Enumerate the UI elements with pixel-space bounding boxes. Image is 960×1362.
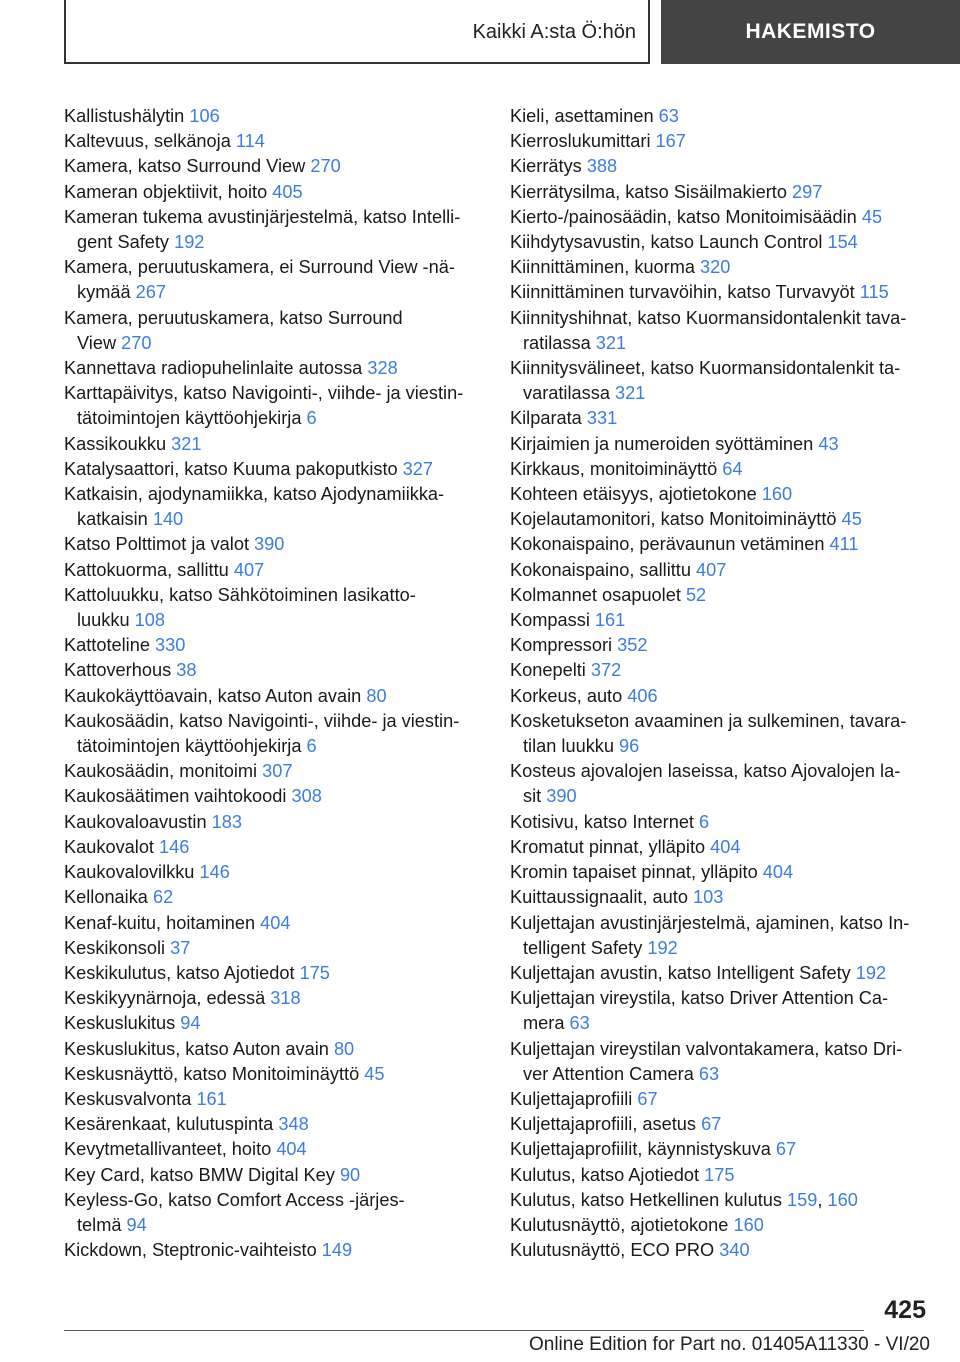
page-link[interactable]: 404 xyxy=(260,912,291,933)
index-term: ver Attention Camera xyxy=(523,1063,699,1084)
index-entry-line xyxy=(510,936,940,961)
index-entry-line xyxy=(64,583,494,608)
page-link[interactable]: 52 xyxy=(685,584,707,605)
index-term: Kiinnityshihnat, katso Kuormansidontalenkit tava- xyxy=(510,307,907,328)
page-link[interactable]: 37 xyxy=(170,937,191,958)
index-entry-line xyxy=(64,205,494,230)
index-term: Kuljettajan vireystila, katso Driver Attention Ca- xyxy=(510,988,889,1009)
index-entry-line xyxy=(64,280,494,305)
page-link[interactable]: 63 xyxy=(569,1013,590,1034)
index-term: Kierroslukumittari xyxy=(510,131,656,152)
index-term: Kaukosäädin, monitoimi xyxy=(64,761,263,782)
index-entry-line xyxy=(510,180,940,205)
index-term: Kiinnittäminen, kuorma xyxy=(510,257,701,278)
index-entry-line xyxy=(64,734,494,759)
index-entry-line xyxy=(510,1112,940,1137)
index-term: Keskikulutus, katso Ajotiedot xyxy=(64,962,300,983)
page-link[interactable]: 175 xyxy=(299,962,330,983)
index-term: Kulutusnäyttö, ajotietokone xyxy=(510,1214,734,1235)
page-link[interactable]: 270 xyxy=(310,156,341,177)
index-term: Kamera, peruutuskamera, ei Surround View -nä- xyxy=(64,257,455,278)
page-link[interactable]: 106 xyxy=(189,106,220,126)
index-term: Kiinnittäminen turvavöihin, katso Turvavyöt xyxy=(510,282,860,303)
page-link[interactable]: 140 xyxy=(152,509,184,530)
page-link[interactable]: 160 xyxy=(827,1189,858,1210)
index-entry-line xyxy=(510,1163,940,1188)
index-term: Katkaisin, ajodynamiikka, katso Ajodynamiikka- xyxy=(64,484,445,505)
index-term: Kuljettajan vireystilan valvontakamera, katso Dri- xyxy=(510,1038,903,1059)
index-term: tilan luukku xyxy=(523,736,620,757)
index-entry-line xyxy=(64,432,494,457)
index-entry-line xyxy=(64,230,494,255)
index-entry-line xyxy=(64,885,494,910)
page-link[interactable]: 6 xyxy=(699,811,710,832)
page-link[interactable]: 6 xyxy=(306,408,317,429)
index-term: Kuljettajan avustinjärjestelmä, ajaminen, katso In- xyxy=(510,912,910,933)
page-link[interactable]: 404 xyxy=(762,862,794,883)
page-link[interactable]: 321 xyxy=(595,332,627,353)
index-entry-line xyxy=(510,709,940,734)
index-entry-line xyxy=(510,129,940,154)
page-link[interactable]: 64 xyxy=(722,458,743,479)
index-entry-line xyxy=(64,381,494,406)
index-term: Keskusvalvonta xyxy=(64,1088,197,1109)
page-link[interactable]: 192 xyxy=(174,232,205,253)
index-entry-line xyxy=(510,860,940,885)
index-term: Kameran tukema avustinjärjestelmä, katso Intelli- xyxy=(64,206,461,227)
page-link[interactable]: 45 xyxy=(861,206,883,227)
page-link[interactable]: 297 xyxy=(792,181,823,202)
page-number: 425 xyxy=(884,1296,926,1324)
index-entry-line xyxy=(510,633,940,658)
index-entry-line xyxy=(510,406,940,431)
index-column-right xyxy=(510,104,940,1263)
page-link[interactable]: 159 xyxy=(787,1189,818,1210)
index-entry-line xyxy=(510,1087,940,1112)
page-link[interactable]: 308 xyxy=(291,786,322,807)
index-term: Konepelti xyxy=(510,660,591,681)
index-term: mera xyxy=(523,1013,570,1034)
index-entry-line xyxy=(64,759,494,784)
page-link[interactable]: 411 xyxy=(829,534,859,555)
index-term: Key Card, katso BMW Digital Key xyxy=(64,1164,340,1185)
index-entry-line xyxy=(510,810,940,835)
page-link[interactable]: 328 xyxy=(367,358,398,379)
index-entry-line xyxy=(510,381,940,406)
index-entry-line xyxy=(64,709,494,734)
page-link[interactable]: 94 xyxy=(126,1214,147,1235)
page-link[interactable]: 103 xyxy=(693,887,724,908)
index-entry-line xyxy=(510,280,940,305)
page-link[interactable]: 321 xyxy=(171,433,202,454)
page-link[interactable]: 6 xyxy=(306,736,317,757)
index-term: Kaukosäädin, katso Navigointi-, viihde- ja viestin- xyxy=(64,710,460,731)
index-term: Kieli, asettaminen xyxy=(510,106,659,126)
page-link[interactable]: 90 xyxy=(339,1164,361,1185)
index-entry-line xyxy=(510,885,940,910)
index-term: Kuljettajan avustin, katso Intelligent Safety xyxy=(510,962,856,983)
page-link[interactable]: 160 xyxy=(733,1214,764,1235)
index-term: Kulutus, katso Ajotiedot xyxy=(510,1164,705,1185)
index-term: Kompassi xyxy=(510,610,595,631)
index-entry-line xyxy=(64,1163,494,1188)
page-link[interactable]: 45 xyxy=(841,509,862,530)
index-entry-line xyxy=(510,558,940,583)
page-link[interactable]: 146 xyxy=(159,836,190,857)
page-link[interactable]: 63 xyxy=(698,1063,720,1084)
index-entry-line xyxy=(510,1213,940,1238)
page-link[interactable]: 320 xyxy=(700,257,731,278)
index-entry-line xyxy=(510,759,940,784)
index-entry-line: Kulutus, katso Hetkellinen kulutus 159, 160 xyxy=(510,1189,858,1210)
index-term: kymää xyxy=(77,282,136,303)
index-entry-line xyxy=(64,608,494,633)
index-term: sit xyxy=(523,786,547,807)
index-entry-line xyxy=(64,180,494,205)
page-link[interactable]: 114 xyxy=(235,131,265,152)
page-link[interactable]: 321 xyxy=(615,383,646,404)
page-link[interactable]: 94 xyxy=(180,1013,201,1034)
index-term: Kattoluukku, katso Sähkötoiminen lasikatto- xyxy=(64,584,416,605)
index-entry-line xyxy=(64,911,494,936)
index-term: ratilassa xyxy=(523,332,596,353)
page-link[interactable]: 270 xyxy=(121,332,152,353)
index-entry-line xyxy=(510,306,940,331)
index-term: Kattokuorma, sallittu xyxy=(64,559,234,580)
page-link[interactable]: 192 xyxy=(647,937,678,958)
index-entry-line xyxy=(64,104,494,129)
index-term: Kaukokäyttöavain, katso Auton avain xyxy=(64,685,367,706)
index-entry-line xyxy=(64,986,494,1011)
index-entry-line xyxy=(510,1238,940,1263)
index-term: Kattoteline xyxy=(64,635,155,656)
index-entry-line xyxy=(510,684,940,709)
index-entry-line xyxy=(64,1112,494,1137)
page-link[interactable]: 62 xyxy=(152,887,174,908)
index-term: Kaltevuus, selkänoja xyxy=(64,131,236,152)
index-entry-line xyxy=(510,154,940,179)
index-term: telmä xyxy=(77,1214,127,1235)
page-link[interactable]: 63 xyxy=(658,106,679,126)
index-entry-line xyxy=(64,1087,494,1112)
index-term: varatilassa xyxy=(523,383,615,404)
index-term: Kuljettajaprofiili xyxy=(510,1088,638,1109)
index-term: luukku xyxy=(77,610,135,631)
index-entry-line xyxy=(510,507,940,532)
page-link[interactable]: 404 xyxy=(710,836,741,857)
index-entry-line xyxy=(510,255,940,280)
index-term: Katalysaattori, katso Kuuma pakoputkisto xyxy=(64,458,403,479)
index-term: Kattoverhous xyxy=(64,660,177,681)
index-entry-line xyxy=(510,104,940,129)
index-entry-line xyxy=(510,331,940,356)
page-link[interactable]: 161 xyxy=(594,610,626,631)
index-entry-line xyxy=(510,658,940,683)
page-link[interactable]: 192 xyxy=(855,962,887,983)
index-entry-line xyxy=(64,860,494,885)
index-term: Kulutusnäyttö, ECO PRO xyxy=(510,1240,720,1261)
index-term: Kirkkaus, monitoiminäyttö xyxy=(510,458,723,479)
page-link[interactable]: 307 xyxy=(262,761,293,782)
page-link[interactable]: 390 xyxy=(546,786,577,807)
page-link[interactable]: 372 xyxy=(590,660,622,681)
page-link[interactable]: 405 xyxy=(272,181,303,202)
index-term: Korkeus, auto xyxy=(510,685,628,706)
index-term: Keskuslukitus xyxy=(64,1013,181,1034)
index-entry-line xyxy=(510,356,940,381)
index-term: Kellonaika xyxy=(64,887,153,908)
index-entry-line xyxy=(510,911,940,936)
page-link[interactable]: 406 xyxy=(627,685,658,706)
index-entry-line xyxy=(64,406,494,431)
page-link[interactable]: 161 xyxy=(196,1088,227,1109)
index-term: tätoimintojen käyttöohjekirja xyxy=(77,736,307,757)
index-term: Kulutus, katso Hetkellinen kulutus xyxy=(510,1189,788,1210)
index-term: Kuljettajaprofiili, asetus xyxy=(510,1114,702,1135)
index-term: Kuittaussignaalit, auto xyxy=(510,887,694,908)
index-entry-line xyxy=(510,835,940,860)
index-term: Kamera, katso Surround View xyxy=(64,156,311,177)
index-term: tätoimintojen käyttöohjekirja xyxy=(77,408,307,429)
index-term: Kaukosäätimen vaihtokoodi xyxy=(64,786,292,807)
index-entry-line xyxy=(64,457,494,482)
index-entry-line xyxy=(510,1037,940,1062)
index-entry-line xyxy=(64,558,494,583)
index-term: Kesärenkaat, kulutuspinta xyxy=(64,1114,279,1135)
index-term: Keskikonsoli xyxy=(64,937,171,958)
index-entry-line xyxy=(510,986,940,1011)
index-entry-line xyxy=(64,1213,494,1238)
index-term: Kuljettajaprofiilit, käynnistyskuva xyxy=(510,1139,776,1160)
index-term: Kromatut pinnat, ylläpito xyxy=(510,836,711,857)
page-link[interactable]: 67 xyxy=(637,1088,658,1109)
index-term: Kierto-/painosäädin, katso Monitoimisäädin xyxy=(510,206,862,227)
footer-edition: Online Edition for Part no. 01405A11330 - VI/20 xyxy=(528,1334,930,1355)
index-entry-line xyxy=(510,205,940,230)
index-term: Kohteen etäisyys, ajotietokone xyxy=(510,484,762,505)
index-entry-line xyxy=(64,306,494,331)
index-entry-line xyxy=(64,255,494,280)
page-link[interactable]: 390 xyxy=(254,534,285,555)
page-link[interactable]: 108 xyxy=(134,610,165,631)
page-link[interactable]: 67 xyxy=(701,1114,722,1135)
index-term: Keskusnäyttö, katso Monitoiminäyttö xyxy=(64,1063,365,1084)
index-term: Katso Polttimot ja valot xyxy=(64,534,255,555)
page-link[interactable]: 318 xyxy=(270,988,301,1009)
index-term: Kirjaimien ja numeroiden syöttäminen xyxy=(510,433,819,454)
index-term: Kaukovalot xyxy=(64,836,160,857)
page-link[interactable]: 352 xyxy=(617,635,648,656)
index-entry-line xyxy=(64,129,494,154)
index-term: Kiihdytysavustin, katso Launch Control xyxy=(510,232,828,253)
page-link[interactable]: 160 xyxy=(761,484,793,505)
footer-divider xyxy=(64,1330,864,1331)
index-term: katkaisin xyxy=(77,509,153,530)
index-entry-line xyxy=(64,482,494,507)
page-link[interactable]: 330 xyxy=(155,635,186,656)
index-term: Karttapäivitys, katso Navigointi-, viihde- ja viestin- xyxy=(64,383,464,404)
page-link[interactable]: 183 xyxy=(211,811,242,832)
page-link[interactable]: 267 xyxy=(135,282,166,303)
index-term: Kameran objektiivit, hoito xyxy=(64,181,273,202)
index-term: Kosteus ajovalojen laseissa, katso Ajovalojen la- xyxy=(510,761,901,782)
page-link[interactable]: 154 xyxy=(827,232,858,253)
page-link[interactable]: 331 xyxy=(586,408,618,429)
page-link[interactable]: 149 xyxy=(321,1240,353,1261)
index-term: Kierrätysilma, katso Sisäilmakierto xyxy=(510,181,792,202)
index-term: Kaukovaloavustin xyxy=(64,811,212,832)
index-entry-line xyxy=(64,1238,494,1263)
index-term: Kassikoukku xyxy=(64,433,172,454)
page-link[interactable]: 348 xyxy=(278,1114,309,1135)
page-link[interactable]: 388 xyxy=(586,156,618,177)
index-term: Kotisivu, katso Internet xyxy=(510,811,700,832)
index-term: Kevytmetallivanteet, hoito xyxy=(64,1139,277,1160)
index-term: Kojelautamonitori, katso Monitoiminäyttö xyxy=(510,509,842,530)
index-entry-line xyxy=(510,432,940,457)
index-entry-line xyxy=(64,1011,494,1036)
index-entry-line xyxy=(64,507,494,532)
index-term: Kompressori xyxy=(510,635,618,656)
page-link[interactable]: 340 xyxy=(719,1240,750,1261)
page-link[interactable]: 38 xyxy=(176,660,197,681)
index-term: Kallistushälytin xyxy=(64,106,190,126)
index-term: Kierrätys xyxy=(510,156,587,177)
index-entry-line xyxy=(510,532,940,557)
section-title: Kaikki A:sta Ö:hön xyxy=(472,20,636,43)
index-entry-line xyxy=(64,684,494,709)
index-entry-line xyxy=(510,734,940,759)
page-link[interactable]: 167 xyxy=(655,131,686,152)
index-entry-line xyxy=(510,457,940,482)
page-link[interactable]: 175 xyxy=(704,1164,735,1185)
index-term: telligent Safety xyxy=(523,937,648,958)
index-entry-line xyxy=(64,936,494,961)
index-term: gent Safety xyxy=(77,232,175,253)
index-entry-line xyxy=(64,658,494,683)
index-entry-line xyxy=(64,1037,494,1062)
page-link[interactable]: 115 xyxy=(859,282,889,303)
index-term: Kiinnitysvälineet, katso Kuormansidontalenkit ta- xyxy=(510,358,901,379)
index-term: Keyless-Go, katso Comfort Access -järjes- xyxy=(64,1189,405,1210)
index-entry-line xyxy=(64,1137,494,1162)
page-link[interactable]: 327 xyxy=(402,458,434,479)
index-term: Kamera, peruutuskamera, katso Surround xyxy=(64,307,403,328)
index-entry-line xyxy=(510,784,940,809)
index-tab: HAKEMISTO xyxy=(661,0,960,64)
page-link[interactable]: 43 xyxy=(818,433,839,454)
index-entry-line xyxy=(64,1188,494,1213)
index-term: Kromin tapaiset pinnat, ylläpito xyxy=(510,862,763,883)
index-entry-line xyxy=(64,1062,494,1087)
index-entry-line xyxy=(64,532,494,557)
index-term: Kolmannet osapuolet xyxy=(510,584,686,605)
index-term: Kickdown, Steptronic-vaihteisto xyxy=(64,1240,322,1261)
index-entry-line xyxy=(510,961,940,986)
page-link[interactable]: 67 xyxy=(775,1139,797,1160)
index-entry-line xyxy=(510,608,940,633)
index-entry-line xyxy=(64,154,494,179)
page-link[interactable]: 404 xyxy=(276,1139,307,1160)
index-entry-line xyxy=(64,331,494,356)
page-link[interactable]: 146 xyxy=(199,862,230,883)
index-term: Keskuslukitus, katso Auton avain xyxy=(64,1038,334,1059)
page-link[interactable]: 96 xyxy=(619,736,640,757)
index-term: Kokonaispaino, sallittu xyxy=(510,559,697,580)
index-term: Kokonaispaino, perävaunun vetäminen xyxy=(510,534,830,555)
index-entry-line xyxy=(64,784,494,809)
index-entry-line xyxy=(64,810,494,835)
index-term: Kannettava radiopuhelinlaite autossa xyxy=(64,358,368,379)
index-term: Kilparata xyxy=(510,408,587,429)
index-entry-line xyxy=(64,961,494,986)
index-term: View xyxy=(77,332,122,353)
index-entry-line xyxy=(510,1137,940,1162)
index-entry-line xyxy=(510,1062,940,1087)
index-term: Kenaf-kuitu, hoitaminen xyxy=(64,912,261,933)
index-entry-line xyxy=(64,356,494,381)
page-link[interactable]: 80 xyxy=(366,685,387,706)
index-term: Kosketukseton avaaminen ja sulkeminen, tavara- xyxy=(510,710,907,731)
page-link[interactable]: 80 xyxy=(333,1038,355,1059)
index-entry-line xyxy=(510,583,940,608)
index-entry-line xyxy=(64,633,494,658)
page-link[interactable]: 45 xyxy=(364,1063,385,1084)
index-term: Keskikyynärnoja, edessä xyxy=(64,988,271,1009)
index-column-left xyxy=(64,104,494,1263)
index-entry-line xyxy=(510,1011,940,1036)
index-entry-line xyxy=(64,835,494,860)
index-entry-line xyxy=(510,230,940,255)
page-link[interactable]: 407 xyxy=(233,559,265,580)
index-term: Kaukovalovilkku xyxy=(64,862,200,883)
page-link[interactable]: 407 xyxy=(696,559,727,580)
index-entry-line xyxy=(510,482,940,507)
